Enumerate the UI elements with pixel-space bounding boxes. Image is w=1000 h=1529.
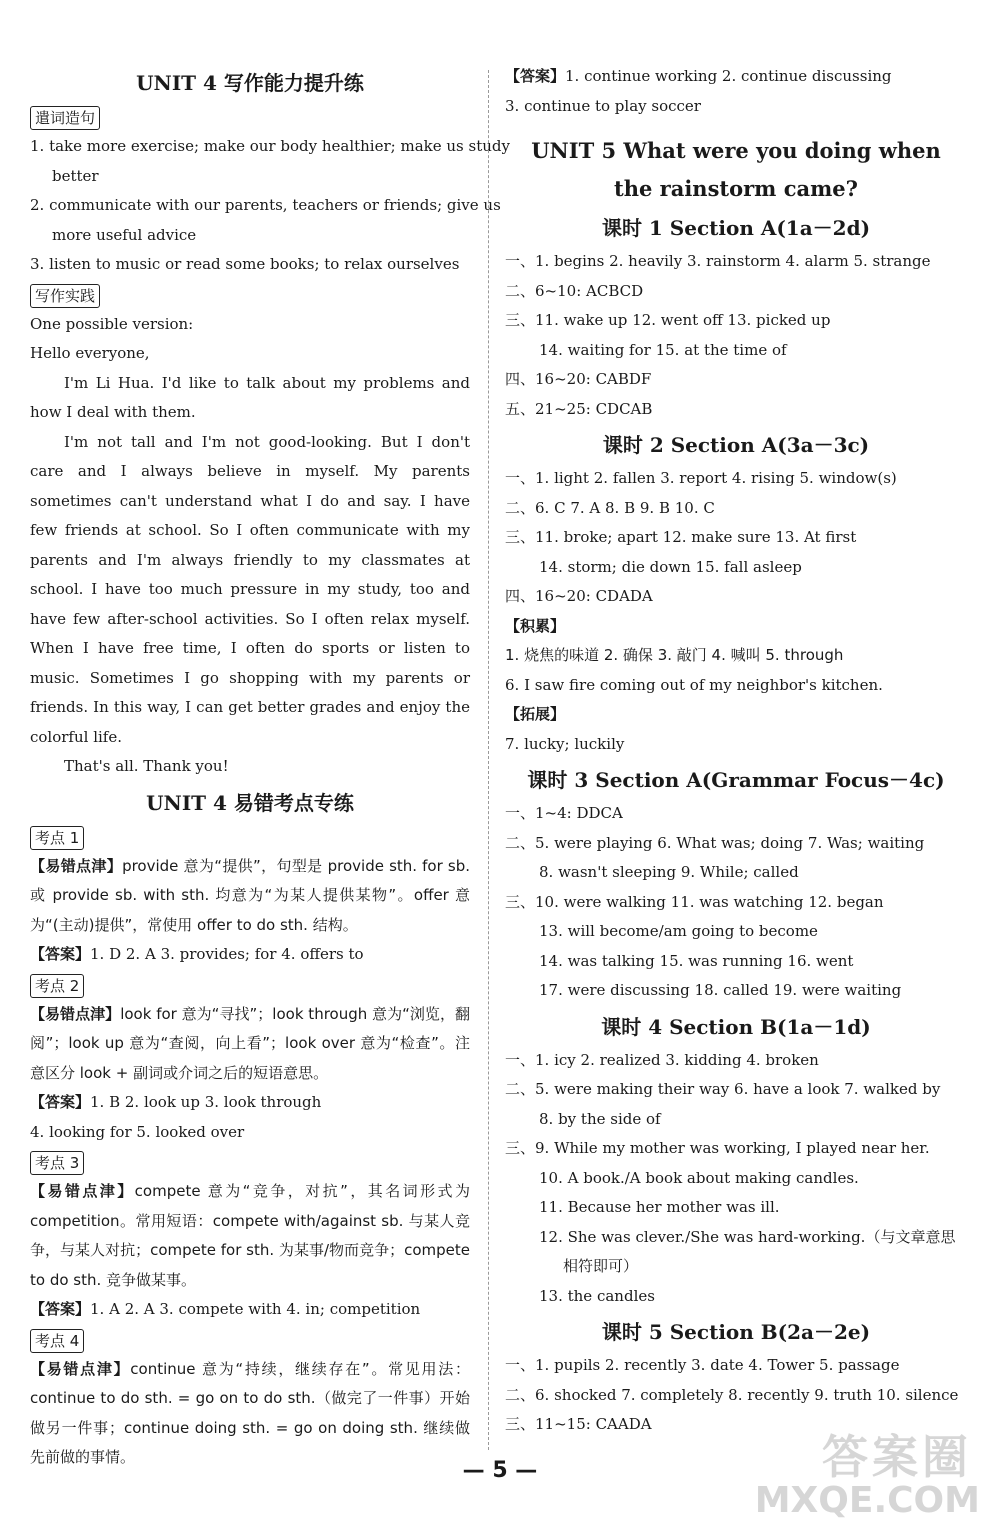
top-answer-text: 1. continue working 2. continue discussing xyxy=(565,67,892,85)
kd2-note xyxy=(30,1000,470,1089)
l1-line: 五、21~25: CDCAB xyxy=(505,399,653,418)
vocab-line-1: 1. take more exercise; make our body healthier; make us study xyxy=(30,137,510,155)
kd4-note xyxy=(30,1355,470,1473)
l4-line: 相符即可） xyxy=(563,1257,639,1275)
l3-line: 17. were discussing 18. called 19. were waiting xyxy=(539,981,902,999)
note-label: 【易错点津】 xyxy=(30,1359,131,1378)
left-column xyxy=(30,62,510,1473)
vocab-line-4: more useful advice xyxy=(52,225,197,244)
essay-greeting: Hello everyone, xyxy=(30,344,150,362)
vocab-line-3: 2. communicate with our parents, teachers or friends; give us xyxy=(30,196,501,214)
vocab-line-2: better xyxy=(52,166,99,185)
l2-line: 二、6. C 7. A 8. B 9. B 10. C xyxy=(505,498,715,517)
l3-line: 二、5. were playing 6. What was; doing 7. Was; waiting xyxy=(505,833,925,852)
l4-line: 一、1. icy 2. realized 3. kidding 4. broken xyxy=(505,1050,819,1069)
kd1-note xyxy=(30,852,470,941)
essay-paragraph-1: I'm Li Hua. I'd like to talk about my problems and how I deal with them. xyxy=(30,373,470,421)
vocab-line-5: 3. listen to music or read some books; to relax ourselves xyxy=(30,255,460,273)
l3-line: 8. wasn't sleeping 9. While; called xyxy=(539,863,799,881)
tuozhan-label: 【拓展】 xyxy=(505,705,566,723)
jilei-label: 【积累】 xyxy=(505,616,566,635)
kd2-answer-2: 4. looking for 5. looked over xyxy=(30,1122,245,1141)
essay-intro: One possible version: xyxy=(30,314,194,333)
kd1-note-text: provide 意为“提供”，句型是 provide sth. for sb. 或 provide sb. with sth. 均意为“为某人提供某物”。offer 意为“(主动)提供”，常使用 offer to do sth. 结构。 xyxy=(30,856,470,934)
answer-label: 【答案】 xyxy=(30,945,91,963)
note-label: 【易错点津】 xyxy=(30,1182,135,1200)
l2-line: 14. storm; die down 15. fall asleep xyxy=(539,557,802,576)
unit5-title-line1: UNIT 5 What were you doing when xyxy=(531,138,941,163)
l1-line: 一、1. begins 2. heavily 3. rainstorm 4. alarm 5. strange xyxy=(505,252,931,270)
kd3-note-text: compete 意为“竞争，对抗”，其名词形式为 competition。常用短语：compete with/against sb. 与某人竞争，与某人对抗；compete for sth. 为某事/物而竞争；compete to do sth. 竞争做某事。 xyxy=(30,1182,470,1289)
answer-label: 【答案】 xyxy=(30,1300,91,1318)
l5-line: 二、6. shocked 7. completely 8. recently 9. truth 10. silence xyxy=(505,1385,959,1404)
answer-label: 【答案】 xyxy=(505,67,566,85)
essay-close: That's all. Thank you! xyxy=(64,757,229,775)
tag-kaodian-1: 考点 1 xyxy=(30,826,84,850)
l3-line: 三、10. were walking 11. was watching 12. began xyxy=(505,892,884,911)
watermark-logo: 答案圈 xyxy=(822,1430,972,1484)
top-answer-2: 3. continue to play soccer xyxy=(505,96,701,115)
l1-line: 三、11. wake up 12. went off 13. picked up xyxy=(505,311,831,329)
note-label: 【易错点津】 xyxy=(30,856,123,875)
top-answer xyxy=(505,62,967,92)
unit5-title-line2: the rainstorm came? xyxy=(614,176,858,201)
tag-kaodian-3: 考点 3 xyxy=(30,1151,84,1175)
tag-writing: 写作实践 xyxy=(30,284,100,308)
l5-line: 一、1. pupils 2. recently 3. date 4. Tower 5. passage xyxy=(505,1356,900,1374)
right-column xyxy=(505,62,967,1440)
tag-vocab: 遣词造句 xyxy=(30,106,100,130)
kd3-note xyxy=(30,1177,470,1295)
lesson3-title: 课时 3 Section A(Grammar Focus－4c) xyxy=(527,768,945,792)
column-divider xyxy=(488,70,489,1450)
kd1-answer-text: 1. D 2. A 3. provides; for 4. offers to xyxy=(90,945,364,963)
answer-label: 【答案】 xyxy=(30,1093,91,1111)
lesson4-title: 课时 4 Section B(1a－1d) xyxy=(601,1014,871,1039)
l3-line: 13. will become/am going to become xyxy=(539,922,818,940)
l4-line: 三、9. While my mother was working, I played near her. xyxy=(505,1139,930,1157)
tag-kaodian-2: 考点 2 xyxy=(30,974,84,998)
lesson1-title: 课时 1 Section A(1a－2d) xyxy=(601,216,871,240)
page-number: — 5 — xyxy=(462,1458,538,1483)
l2-line: 一、1. light 2. fallen 3. report 4. rising 5. window(s) xyxy=(505,469,897,487)
note-label: 【易错点津】 xyxy=(30,1004,121,1023)
tuozhan-line: 7. lucky; luckily xyxy=(505,734,625,753)
kd1-answer xyxy=(30,940,470,970)
l3-line: 一、1~4: DDCA xyxy=(505,804,623,822)
lesson5-title: 课时 5 Section B(2a－2e) xyxy=(601,1320,871,1344)
l4-line: 二、5. were making their way 6. have a look 7. walked by xyxy=(505,1080,941,1098)
l1-line: 二、6~10: ACBCD xyxy=(505,281,644,300)
essay-paragraph-2: I'm not tall and I'm not good-looking. But I don't care and I always believe in myself. My parents sometimes can't understand what I do and say. I have few friends at school. So I often communicate with my parents and I'm always friendly to my classmates at school. I have too much pressure in my study, too and have few after-school activities. So I often relax myself. When I have free time, I often do sports or listen to music. Sometimes I go shopping with my parents or friends. In this way, I can get better grades and enjoy the colorful life. xyxy=(30,432,470,746)
kd3-answer-text: 1. A 2. A 3. compete with 4. in; competition xyxy=(90,1300,421,1318)
l3-line: 14. was talking 15. was running 16. went xyxy=(539,951,854,970)
l4-line: 8. by the side of xyxy=(539,1109,661,1128)
section-title-writing: UNIT 4 写作能力提升练 xyxy=(136,71,364,95)
watermark-url: MXQE.COM xyxy=(754,1480,980,1521)
l1-line: 14. waiting for 15. at the time of xyxy=(539,340,787,359)
kd2-answer xyxy=(30,1088,470,1118)
lesson2-title: 课时 2 Section A(3a－3c) xyxy=(602,433,870,457)
l4-line: 11. Because her mother was ill. xyxy=(539,1198,780,1216)
kd2-note-text: look for 意为“寻找”；look through 意为“浏览，翻阅”；look up 意为“查阅，向上看”；look over 意为“检查”。注意区分 look + 副词或介词之后的短语意思。 xyxy=(30,1004,470,1082)
section-title-errors: UNIT 4 易错考点专练 xyxy=(146,790,354,815)
l5-line: 三、11~15: CAADA xyxy=(505,1415,652,1433)
l4-line: 12. She was clever./She was hard-working.（与文章意思 xyxy=(539,1227,956,1246)
jilei-line-2: 6. I saw fire coming out of my neighbor's kitchen. xyxy=(505,675,883,694)
jilei-line-1: 1. 烧焦的味道 2. 确保 3. 敲门 4. 喊叫 5. through xyxy=(505,646,844,664)
kd2-answer-text: 1. B 2. look up 3. look through xyxy=(90,1093,322,1111)
l4-line: 10. A book./A book about making candles. xyxy=(539,1168,859,1187)
l1-line: 四、16~20: CABDF xyxy=(505,370,652,388)
tag-kaodian-4: 考点 4 xyxy=(30,1329,84,1353)
kd4-note-text: continue 意为“持续，继续存在”。常见用法：continue to do sth. = go on to do sth.（做完了一件事）开始做另一件事；continue doing sth. = go on doing sth. 继续做先前做的事情。 xyxy=(30,1359,470,1466)
l2-line: 三、11. broke; apart 12. make sure 13. At first xyxy=(505,528,857,546)
l4-line: 13. the candles xyxy=(539,1286,655,1305)
l2-line: 四、16~20: CDADA xyxy=(505,587,653,605)
kd3-answer xyxy=(30,1295,470,1325)
